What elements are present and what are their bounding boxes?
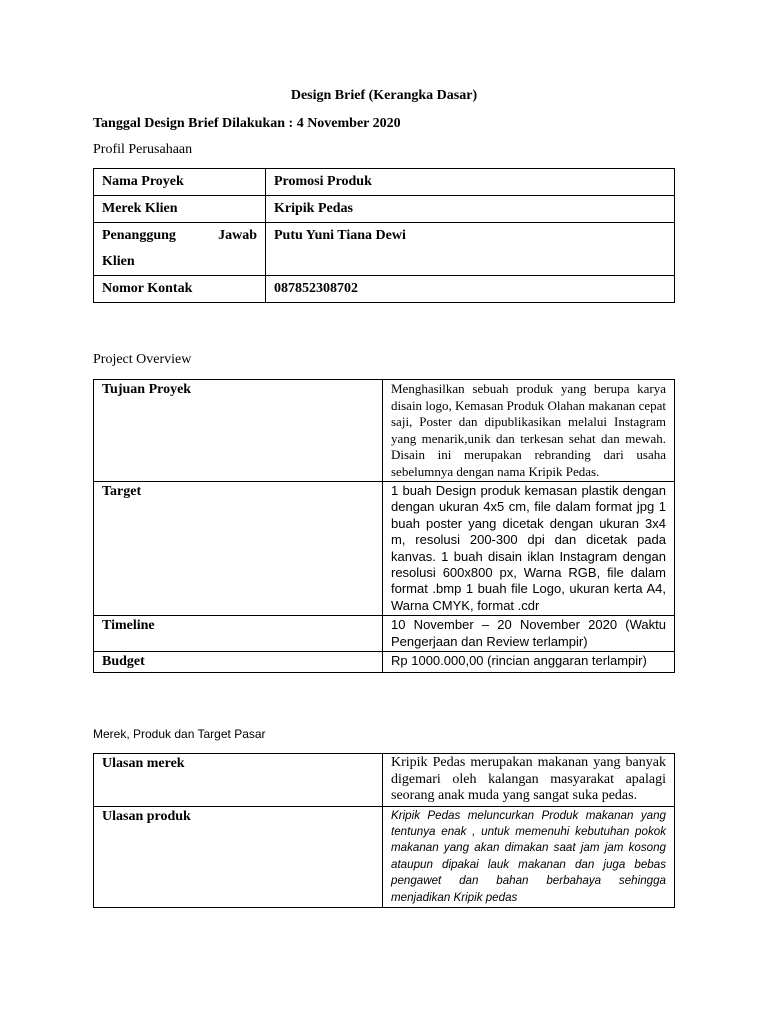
table-key: Target — [94, 482, 383, 616]
table-value: Kripik Pedas meluncurkan Produk makanan yang tentunya enak , untuk memenuhi kebutuhan pokok makanan yang akan dimakan saat jam jam kosong ataupun dipakai lauk makanan dan juga bebas pengawet dan bahan berbahaya sehingga menjadikan Kripik pedas — [383, 806, 675, 907]
table-value: Kripik Pedas — [266, 196, 675, 223]
table-row — [94, 754, 675, 807]
table-row — [94, 276, 675, 303]
table-value: Menghasilkan sebuah produk yang berupa karya disain logo, Kemasan Produk Olahan makanan cepat saji, Poster dan dipublikasikan melalui Instagram yang menarik,unik dan terkesan sehat dan mewah. Disain ini merupakan rebranding dari usaha sebelumnya dengan nama Kripik Pedas. — [383, 380, 675, 482]
table-key-part: Jawab — [218, 228, 257, 243]
table-row — [94, 616, 675, 652]
table-row — [94, 806, 675, 907]
table-key: Budget — [94, 652, 383, 673]
market-table — [93, 753, 675, 908]
section-heading-profile: Profil Perusahaan — [93, 142, 193, 157]
table-key: Ulasan merek — [94, 754, 383, 807]
table-value: Putu Yuni Tiana Dewi — [266, 223, 675, 276]
table-value: Promosi Produk — [266, 169, 675, 196]
overview-table — [93, 379, 675, 673]
table-key-part: Klien — [102, 254, 135, 269]
table-value: Kripik Pedas merupakan makanan yang banyak digemari oleh kalangan masyarakat apalagi seorang anak muda yang sangat suka pedas. — [383, 754, 675, 807]
table-value: 10 November – 20 November 2020 (Waktu Pengerjaan dan Review terlampir) — [383, 616, 675, 652]
table-row — [94, 482, 675, 616]
table-key: Tujuan Proyek — [94, 380, 383, 482]
table-key — [94, 223, 266, 276]
table-value: Rp 1000.000,00 (rincian anggaran terlampir) — [383, 652, 675, 673]
table-value: 1 buah Design produk kemasan plastik dengan dengan ukuran 4x5 cm, file dalam format jpg 1 buah poster yang dicetak dengan ukuran 3x4 m, resolusi 200-300 dpi dan dicetak pada kanvas. 1 buah disain iklan Instagram dengan resolusi 600x800 px, Warna RGB, file dalam format .bmp 1 buah file Logo, ukuran kerta A4, Warna CMYK, format .cdr — [383, 482, 675, 616]
section-heading-overview: Project Overview — [93, 352, 192, 367]
table-key: Timeline — [94, 616, 383, 652]
table-key-part: Penanggung — [102, 228, 176, 243]
table-row — [94, 380, 675, 482]
document-title: Design Brief (Kerangka Dasar) — [290, 88, 478, 103]
table-row — [94, 652, 675, 673]
table-key: Merek Klien — [94, 196, 266, 223]
table-row — [94, 196, 675, 223]
brief-date: Tanggal Design Brief Dilakukan : 4 November 2020 — [93, 116, 401, 131]
table-key: Nama Proyek — [94, 169, 266, 196]
table-value: 087852308702 — [266, 276, 675, 303]
profile-table — [93, 168, 675, 303]
section-heading-market: Merek, Produk dan Target Pasar — [93, 727, 266, 741]
table-key: Nomor Kontak — [94, 276, 266, 303]
table-row — [94, 223, 675, 276]
table-row — [94, 169, 675, 196]
table-key: Ulasan produk — [94, 806, 383, 907]
